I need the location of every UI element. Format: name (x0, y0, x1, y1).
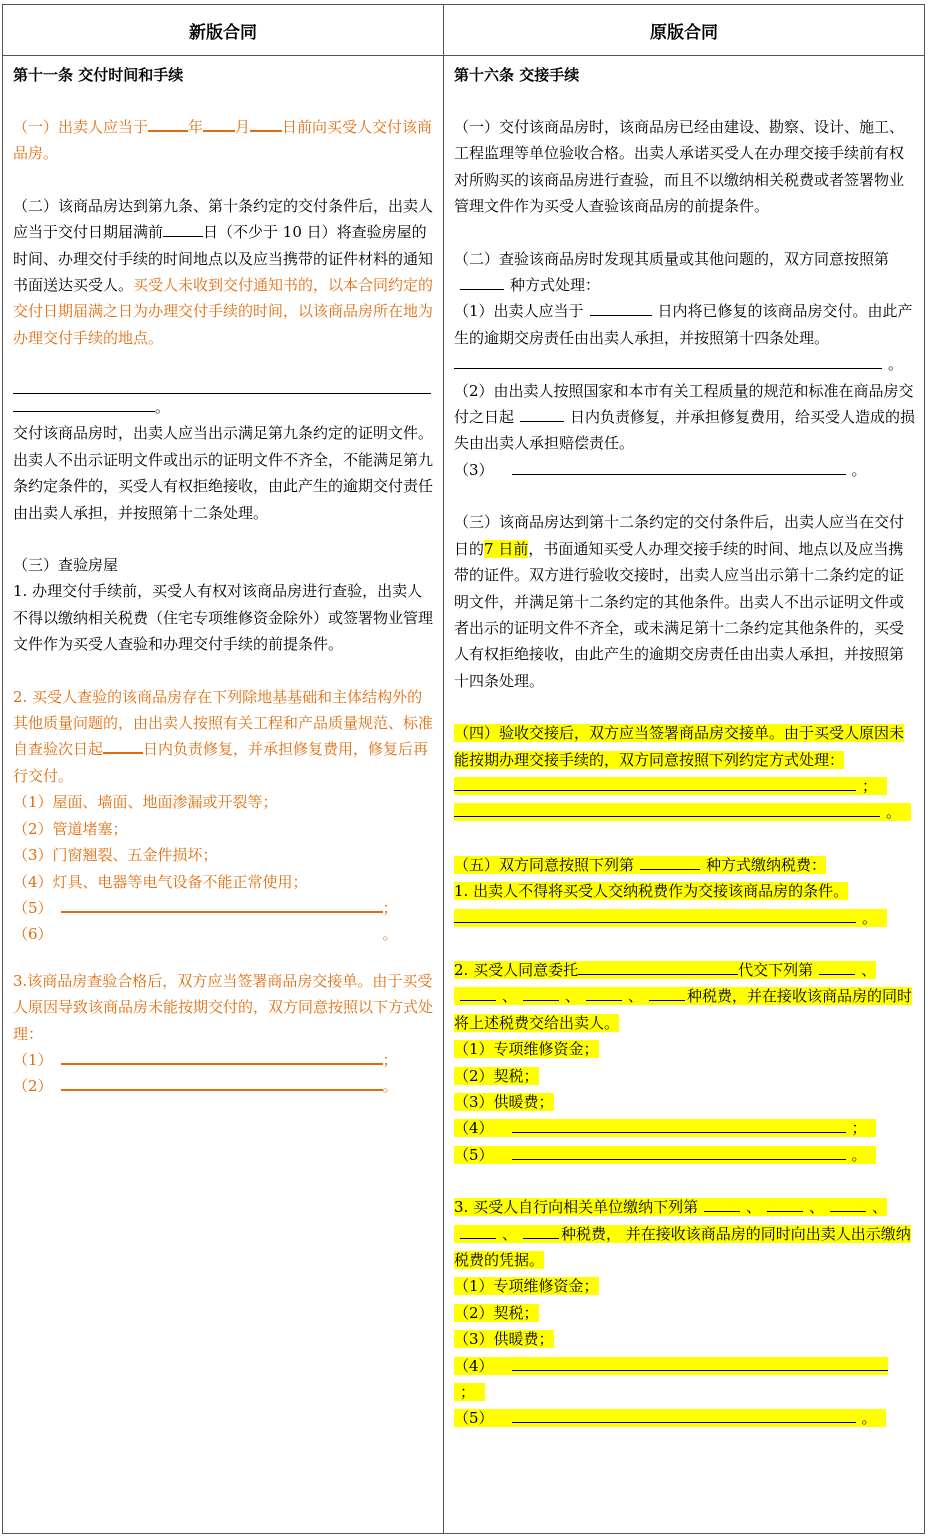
comma: 、 (628, 987, 644, 1006)
defect-item-3: （3）门窗翘裂、五金件损坏； (13, 846, 218, 865)
new-clause-3-item-3: 3.该商品房查验合格后，双方应当签署商品房交接单。由于买受人原因导致该商品房未能按期交付的，双方同意按照以下方式处理： (13, 971, 434, 1043)
blank-line (512, 1407, 856, 1424)
blank (460, 985, 496, 1002)
blank-day (250, 114, 282, 132)
blank (819, 958, 855, 975)
comma: 、 (565, 987, 581, 1006)
new-clause-3-item-2-text-b: 日内负责修复，并承担修复费用，修复后再行交付。 (13, 740, 429, 785)
new-contract-column (3, 56, 444, 1534)
tax-item-4 (454, 1357, 888, 1401)
comma: 、 (809, 1198, 825, 1217)
delay-item-2-label: （2） (13, 1077, 53, 1096)
semicolon: ； (460, 1383, 476, 1402)
new-defect-list (3, 789, 443, 947)
old-clause-2-1-text-a: （1）出卖人应当于 (454, 302, 584, 321)
delay-item-1-label: （1） (13, 1050, 53, 1069)
semicolon: ； (851, 1119, 867, 1138)
defect-item-1: （1）屋面、墙面、地面渗漏或开裂等； (13, 793, 278, 812)
new-clause-3-item-2 (3, 684, 443, 790)
old-clause-5-item-3 (444, 1194, 924, 1432)
blank-line (454, 906, 856, 923)
blank-delay-1 (61, 1047, 383, 1065)
blank-line (512, 1354, 888, 1371)
old-clause-2 (444, 246, 924, 299)
old-clause-2-1 (444, 298, 924, 351)
old-clause-5-item-3-text (454, 1198, 911, 1269)
period: 。 (886, 803, 902, 822)
new-clause-2-text-a: （二）该商品房达到第九条、第十条约定的交付条件后，出卖人应当于交付日期届满前 (13, 196, 434, 242)
defect-item-6 (13, 921, 435, 947)
new-clause-1-text-a: （一）出卖人应当于 (13, 118, 149, 136)
old-clause-5-item-1: 1. 出卖人不得将买受人交纳税费作为交接该商品房的条件。 (454, 882, 849, 901)
old-clause-2-2 (444, 378, 924, 457)
new-clause-1-text-d: 日前向买受人交付该商品房。 (13, 118, 433, 163)
old-contract-column (444, 56, 925, 1534)
blank-method-no (640, 853, 700, 870)
new-clause-1-year: 年 (188, 118, 204, 136)
blank-days (520, 405, 564, 422)
old-clause-4-text: （四）验收交接后，双方应当签署商品房交接单。由于买受人原因未能按期办理交接手续的，双方同意按照下列约定方式处理： (454, 724, 905, 769)
tax-list-b (454, 1273, 916, 1431)
old-clause-2-2-text-b: 日内负责修复，并承担修复费用，给买受人造成的损失由出卖人承担赔偿责任。 (454, 408, 916, 453)
blank-line (512, 1143, 846, 1160)
new-clause-1 (3, 114, 443, 167)
blank (704, 1195, 740, 1212)
old-clause-4-line-2 (454, 803, 911, 821)
tax-item-4-label: （4） (454, 1119, 494, 1138)
new-clause-2-text-b: 日（不少于 10 日）将查验房屋的时间、办理交付手续的时间地点以及应当携带的证件材料的通知书面送达买受人。 (13, 223, 434, 295)
tax-item-1: （1）专项维修资金； (454, 1040, 599, 1059)
defect-item-2: （2）管道堵塞； (13, 819, 128, 838)
old-clause-5-item-2-text-a: 2. 买受人同意委托 (454, 960, 579, 979)
blank-line-short (13, 395, 155, 412)
header-row (3, 5, 925, 56)
tax-item-5-label: （5） (454, 1409, 494, 1428)
old-clause-3-text-b: ，书面通知买受人办理交接手续的时间、地点以及应当携带的证件。双方进行验收交接时，出卖人应当出示第十二条约定的证明文件，并满足第十二条约定的其他条件。出卖人不出示证明文件或者出示的证明文件不齐全，或未满足第十二条约定其他条件的，买受人有权拒绝接收，由此产生的逾期交房责任由出卖人承担，并按照第十四条处理。 (454, 539, 905, 690)
new-clause-1-month: 月 (235, 118, 251, 136)
tax-item-5 (454, 1146, 876, 1164)
period: 。 (861, 1409, 877, 1428)
old-clause-2-3-label: （3） (454, 460, 494, 479)
blank (767, 1195, 803, 1212)
old-clause-3-highlight: 7 日前 (484, 539, 529, 558)
period: 。 (155, 398, 171, 416)
blank-defect-5 (61, 895, 383, 913)
old-clause-5-item-2-text-c: 种税费，并在接收该商品房的同时将上述税费交给出卖人。 (454, 987, 913, 1032)
old-clause-2-3 (444, 457, 924, 483)
blank-line (454, 801, 880, 818)
tax-item-3: （3）供暖费； (454, 1330, 554, 1349)
new-clause-3-title: （三）查验房屋 (13, 556, 119, 575)
blank-repair-days (103, 737, 143, 755)
tax-item-3: （3）供暖费； (454, 1093, 554, 1111)
tax-item-2: （2）契税； (454, 1066, 539, 1085)
period: 。 (382, 925, 398, 944)
defect-item-5-label: （5） (13, 898, 53, 917)
comma: 、 (502, 987, 518, 1006)
old-clause-5 (444, 852, 924, 931)
comparison-table (2, 4, 925, 1534)
period: 。 (382, 1077, 398, 1096)
blank-agent (578, 958, 738, 975)
blank-line (454, 774, 856, 791)
period: 。 (851, 460, 867, 479)
old-clause-4 (444, 720, 924, 826)
old-clause-5-item-1-blank (454, 909, 887, 927)
new-delay-list (3, 1047, 443, 1100)
comma: 、 (746, 1198, 762, 1217)
header-new-contract: 新版合同 (3, 5, 444, 56)
old-clause-5-item-2 (444, 957, 924, 1168)
old-clause-5-item-3-text-a: 3. 买受人自行向相关单位缴纳下列第 (454, 1198, 699, 1217)
period: 。 (888, 355, 904, 374)
blank-month (203, 114, 235, 132)
old-clause-1: （一）交付该商品房时，该商品房已经由建设、勘察、设计、施工、工程监理等单位验收合格。出卖人承诺买受人在办理交接手续前有权对所购买的该商品房进行查验，而且不以缴纳相关税费或者签署物业管理文件作为买受人查验该商品房的前提条件。 (454, 118, 905, 216)
defect-item-6-label: （6） (13, 925, 53, 944)
old-clause-3-text-a: （三）该商品房达到第十二条约定的交付条件后，出卖人应当在交付日的 (454, 513, 905, 558)
blank (649, 985, 685, 1002)
old-clause-5-text-a: （五）双方同意按照下列第 (454, 855, 635, 874)
blank-method-no (460, 273, 504, 290)
old-clause-2-text-a: （二）查验该商品房时发现其质量或其他问题的，双方同意按照第 (454, 249, 890, 268)
blank (460, 1222, 496, 1239)
semicolon: ； (382, 1050, 398, 1069)
tax-item-2: （2）契税； (454, 1303, 539, 1322)
comma: 、 (872, 1198, 888, 1217)
old-clause-2-2-text-a: （2）由出卖人按照国家和本市有关工程质量的规范和标准在商品房交付之日起 (454, 381, 914, 427)
blank-line-full (13, 377, 431, 394)
blank-delay-2 (61, 1074, 383, 1092)
old-article-title: 第十六条 交接手续 (454, 66, 580, 84)
defect-item-5 (13, 895, 435, 921)
old-clause-5-head (454, 856, 826, 874)
old-clause-2-1-text-b: 日内将已修复的该商品房交付。由此产生的逾期交房责任由出卖人承担，并按照第十四条处理。 (454, 302, 913, 347)
blank-year (148, 114, 188, 132)
semicolon: ； (382, 898, 398, 917)
blank (523, 1222, 559, 1239)
comma: 、 (861, 960, 877, 979)
blank (523, 985, 559, 1002)
defect-item-4: （4）灯具、电器等电气设备不能正常使用； (13, 872, 308, 891)
old-clause-5-item-2-text (454, 961, 912, 1032)
old-clause-4-line-1 (454, 777, 887, 795)
old-clause-3 (444, 509, 924, 694)
new-clause-2-blank (3, 377, 443, 420)
blank-line (512, 458, 846, 475)
blank-line (512, 1117, 846, 1134)
new-clause-3-item-1: 1. 办理交付手续前，买受人有权对该商品房进行查验，出卖人不得以缴纳相关税费（住宅专项维修资金除外）或签署物业管理文件作为买受人查验和办理交付手续的前提条件。 (13, 582, 434, 654)
blank-days (163, 220, 203, 237)
period: 。 (851, 1145, 867, 1164)
old-clause-5-text-b: 种方式缴纳税费： (706, 855, 827, 874)
comma: 、 (502, 1224, 518, 1243)
old-clause-5-item-3-text-b: 种税费， 并在接收该商品房的同时向出卖人出示缴纳税费的凭据。 (454, 1224, 911, 1270)
new-clause-2 (3, 193, 443, 351)
tax-item-1: （1）专项维修资金； (454, 1277, 599, 1296)
delay-item-1 (13, 1047, 435, 1073)
delay-item-2 (13, 1073, 435, 1099)
old-clause-2-1-blank (444, 351, 924, 377)
new-clause-2-proof: 交付该商品房时，出卖人应当出示满足第九条约定的证明文件。出卖人不出示证明文件或出示的证明文件不齐全，不能满足第九条约定条件的，买受人有权拒绝接收，由此产生的逾期交付责任由出卖人承担，并按照第十二条处理。 (13, 424, 434, 522)
new-clause-3-item-2-text-a: 2. 买受人查验的该商品房存在下列除地基基础和主体结构外的其他质量问题的，由出卖人按照有关工程和产品质量规范、标准自查验次日起 (13, 687, 434, 759)
tax-item-5-label: （5） (454, 1145, 494, 1164)
old-clause-2-text-b: 种方式处理： (510, 276, 601, 295)
blank-line (454, 353, 882, 370)
semicolon: ； (862, 776, 878, 795)
blank (830, 1195, 866, 1212)
tax-item-4 (454, 1119, 876, 1137)
old-clause-5-item-2-text-b: 代交下列第 (738, 960, 814, 979)
period: 。 (862, 908, 878, 927)
blank-days (590, 300, 652, 317)
tax-item-4-label: （4） (454, 1356, 494, 1375)
header-old-contract: 原版合同 (444, 5, 925, 56)
tax-item-5 (454, 1409, 886, 1427)
new-article-title: 第十一条 交付时间和手续 (13, 66, 184, 84)
content-row (3, 56, 925, 1534)
blank (586, 985, 622, 1002)
tax-list-a (454, 1036, 916, 1168)
new-clause-2-orange-text: 买受人未收到交付通知书的，以本合同约定的交付日期届满之日为办理交付手续的时间，以该商品房所在地为办理交付手续的地点。 (13, 276, 434, 347)
